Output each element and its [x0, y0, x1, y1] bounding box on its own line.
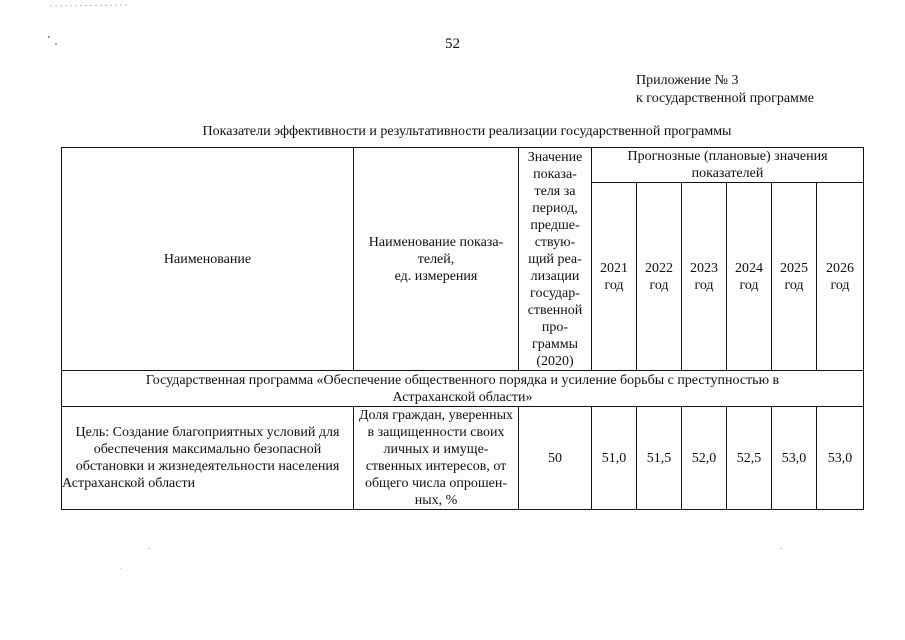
table-row — [62, 407, 864, 510]
value-cell: 51,5 — [637, 407, 682, 510]
indicator-cell: Доля граждан, уверенных в защищенности своих личных и имуще- ственных интересов, от общего числа опрошен- ных, % — [354, 407, 519, 510]
document-title: Показатели эффективности и результативности реализации государственной программы — [202, 124, 732, 139]
header-name: Наименование — [62, 148, 354, 371]
program-title: Государственная программа «Обеспечение общественного порядка и усиление борьбы с преступностью в Астраханской области» — [62, 371, 864, 407]
indicators-table — [61, 147, 864, 510]
value-cell: 52,0 — [682, 407, 727, 510]
header-row — [62, 148, 864, 183]
header-forecast-group: Прогнозные (плановые) значения показателей — [592, 148, 864, 183]
header-base-value: Значение показа- теля за период, предше- ствую- щий реа- лизации государ- ственной про- граммы (2020) — [519, 148, 592, 371]
appendix-note — [636, 72, 814, 108]
value-cell: 52,5 — [727, 407, 772, 510]
value-cell: 51,0 — [592, 407, 637, 510]
header-year: 2025 год — [772, 183, 817, 371]
header-year: 2022 год — [637, 183, 682, 371]
program-row — [62, 371, 864, 407]
header-year: 2023 год — [682, 183, 727, 371]
base-value-cell: 50 — [519, 407, 592, 510]
goal-cell: Цель: Создание благоприятных условий для обеспечения максимально безопасной обстановки и жизнедеятельности населения Астраханской области — [62, 407, 354, 510]
appendix-line-1: Приложение № 3 — [636, 73, 739, 88]
appendix-line-2: к государственной программе — [636, 91, 814, 106]
header-year: 2024 год — [727, 183, 772, 371]
value-cell: 53,0 — [817, 407, 864, 510]
page-number: 52 — [445, 36, 460, 52]
header-year: 2021 год — [592, 183, 637, 371]
value-cell: 53,0 — [772, 407, 817, 510]
header-indicator-name: Наименование показа- телей, ед. измерения — [354, 148, 519, 371]
header-year: 2026 год — [817, 183, 864, 371]
